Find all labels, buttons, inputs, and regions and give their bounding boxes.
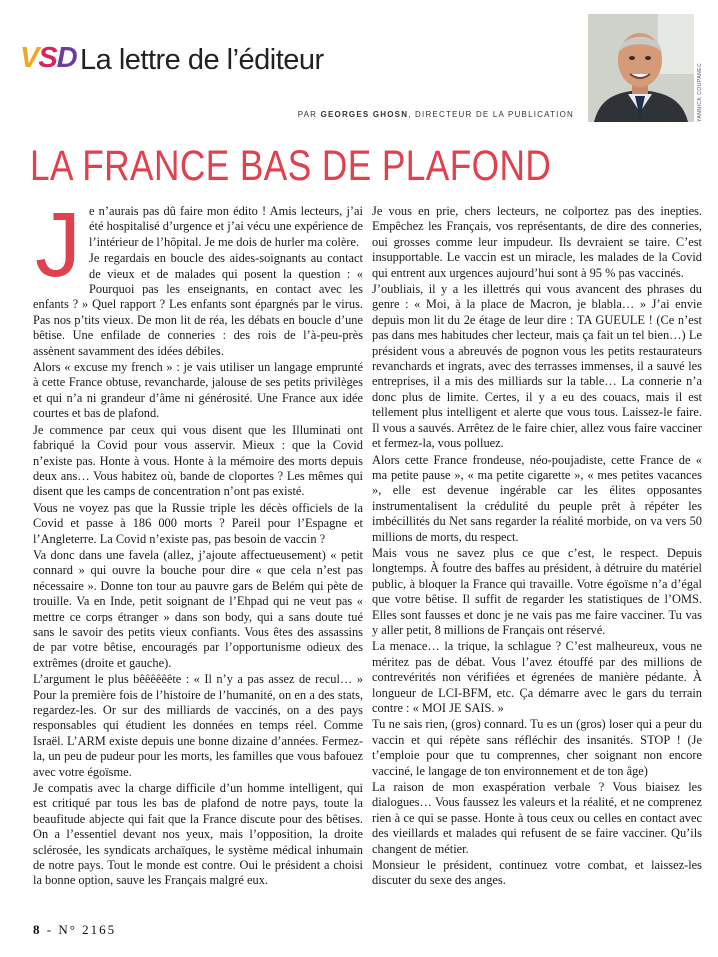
paragraph: Alors cette France frondeuse, néo-poujadiste, cette France de « ma petite pause », « ma petite cigarette », « mes petites vacances », elle est devenue ingérable car les élites opposantes instrumentalisent la crédulité du peuple prêt à répéter les imbécillités du Net sans regarder la réalité morbide, on va vers 50 millions de morts, du respect. <box>372 452 702 544</box>
logo-letter-v: V <box>20 42 39 74</box>
logo-letter-d: D <box>56 42 77 74</box>
drop-cap: J <box>35 194 81 296</box>
article-column-left <box>33 194 363 890</box>
page-number: 8 <box>33 922 42 937</box>
paragraph: L’argument le plus bêêêêêête : « Il n’y a pas assez de recul… » Pour la première fois de l’histoire de l’humanité, on en a des stats, regardez-les. Or sur des milliards de vaccinés, on a des pays responsables qui étudient les données en temps réel. Comme Israël. L’ARM existe depuis une bonne dizaine d’années. Fermez-la, un peu de pudeur pour les morts, les familles que vous bafouez avec votre égoïsme. <box>33 672 363 779</box>
paragraph: Alors « excuse my french » : je vais utiliser un langage emprunté à cette France obtuse, revancharde, jalouse de ses petits privilèges et qui n’a ni grandeur d’âme ni générosité. Une France aux idée courtes et bas de plafond. <box>33 360 363 421</box>
author-portrait <box>588 14 694 122</box>
paragraph: Je regardais en boucle des aides-soignants au contact de vieux et de malades qui posent la question : « Pourquoi pas les enseignants, en contact avec les enfants ? » Quel rapport ? Les enfants sont épargnés par le virus. Pas nos p’tits vieux. De mon lit de réa, les débats en boucle d’une bêtise. Une enfilade de conneries : des rois de l’à-peu-près assènent savamment des idées débiles. <box>33 251 363 358</box>
article-column-right <box>372 204 702 890</box>
paragraph: Mais vous ne savez plus ce que c’est, le respect. Depuis longtemps. À foutre des baffes au président, à détruire du matériel public, à bloquer la France qui travaille. Votre égoïsme n’a d’égal que votre bêtise. Il suffit de regarder les statistiques de l’OMS. Elles sont fausses et donc je ne vais pas me faire vacciner. Tu vas y aller petit, 8 millions de Français ont réservé. <box>372 545 702 637</box>
paragraph: e n’aurais pas dû faire mon édito ! Amis lecteurs, j’ai été hospitalisé d’urgence et j’ai vécu une expérience de l’intérieur de l’hôpital. Je me dois de hurler ma colère. <box>89 204 363 249</box>
byline-author: GEORGES GHOSN <box>320 110 409 119</box>
paragraph: Monsieur le président, continuez votre combat, et laissez-les discuter du sexe des anges. <box>372 858 702 888</box>
paragraph: Va donc dans une favela (allez, j’ajoute affectueusement) « petit connard » qui ouvre la bouche pour dire « que cela n’est pas nécessaire ». Donne ton tour au pauvre gars de Belém qui pète de trouille. Va en Inde, petit soignant de l’Ehpad qui ne veut pas « mettre ce corps étranger » dans son body, qui a sans doute tué sans le savoir des petits vieux confiants. Vous êtes des assassins de par votre bêtise, encouragés par l’opportunisme odieux des extrêmes (droite et gauche). <box>33 547 363 670</box>
paragraph: Tu ne sais rien, (gros) connard. Tu es un (gros) loser qui a peur du vaccin et qui répète sans réfléchir des insanités. STOP ! (Je t’emploie pour que tu comprennes, cher soignant non encore vacciné, le langage de ton environnement et de ton âge) <box>372 717 702 778</box>
paragraph: Vous ne voyez pas que la Russie triple les décès officiels de la Covid et passe à 186 000 morts ? Pareil pour l’Espagne et l’Angleterre. La Covid n’existe pas, pas besoin de vaccin ? <box>33 500 363 546</box>
paragraph: Je vous en prie, chers lecteurs, ne colportez pas des inepties. Empêchez les Français, vos représentants, de dire des conneries, oui grosses comme leur impudeur. Ils devraient se taire. C’est insupportable. Le vaccin est un miracle, les malades de la Covid qui entrent aux urgences aujourd’hui sont à 95 % pas vaccinés. <box>372 204 702 280</box>
paragraph: Je commence par ceux qui vous disent que les Illuminati ont fabriqué la Covid pour vous asservir. Mieux : que la Covid n’existe pas. Honte à vous. Honte à la mémoire des morts depuis deux ans… Vous habitez où, bande de cloportes ? Les mêmes qui disent que les camps de concentration n’ont pas existé. <box>33 422 363 499</box>
paragraph: La raison de mon exaspération verbale ? Vous biaisez les dialogues… Vous faussez les valeurs et la réalité, et ne comprenez rien à ce qui se passe. Honte à tous ceux ou celles en contact avec des vieillards et malades qui refusent de se faire vacciner. Qu’ils changent de métier. <box>372 780 702 856</box>
logo-letter-s: S <box>38 42 57 74</box>
portrait-illustration <box>588 14 694 122</box>
article-headline: LA FRANCE BAS DE PLAFOND <box>30 142 552 190</box>
photo-credit: YANNICK COUPANEC <box>697 62 703 122</box>
byline-role: , DIRECTEUR DE LA PUBLICATION <box>408 110 574 119</box>
paragraph: La menace… la trique, la schlague ? C’est malheureux, vous ne méritez pas de débat. Vous l’avez étouffé par des millions de contrevérités non vérifiées et égrenées de manière pédante. À longueur de LCI-BFM, etc. Ça démarre avec le gars du terrain contre : « MOI JE SAIS. » <box>372 639 702 715</box>
page-folio <box>33 922 116 938</box>
section-title: La lettre de l’éditeur <box>80 44 324 76</box>
byline <box>0 110 574 119</box>
paragraph: J’oubliais, il y a les illettrés qui vous avancent des phrases du genre : « Moi, à la place de Macron, je blabla… » J’ai envie depuis mon lit du 2e étage de leur dire : TA GUEULE ! (Ce n’est pas dans mes habitudes cher lecteur, mais ça fait un tel bien…) Le président vous a abreuvés de pognon vous les petits restaurateurs revanchards et ingrats, avec des terrasses immenses, il a sauvé les entreprises, il a mis des milliards sur la table… La connerie n’a donc plus de limite. Certes, il y a eu des couacs, mais il est tellement plus intelligent et alerte que vous tous. Laissez-le faire. Il vous a sauvés. Arrêtez de le faire chier, allez vous faire vacciner et fermez-la, vous polluez. <box>372 282 702 451</box>
byline-prefix: PAR <box>297 110 321 119</box>
vsd-logo <box>20 42 77 74</box>
issue-number: - N° 2165 <box>46 922 117 937</box>
paragraph: Je compatis avec la charge difficile d’un homme intelligent, qui est critiqué par tous les bas de plafond de notre pays, toute la beaufitude abjecte qui fait que la France discute pour des bêtises. On a l’essentiel devant nos yeux, mais l’opposition, la droite sclérosée, les syndicats archaïques, le système médical inhumain de notre pays. Tout le monde est contre. Oui le président a choisi la bonne option, sauve les Français malgré eux. <box>33 781 363 888</box>
